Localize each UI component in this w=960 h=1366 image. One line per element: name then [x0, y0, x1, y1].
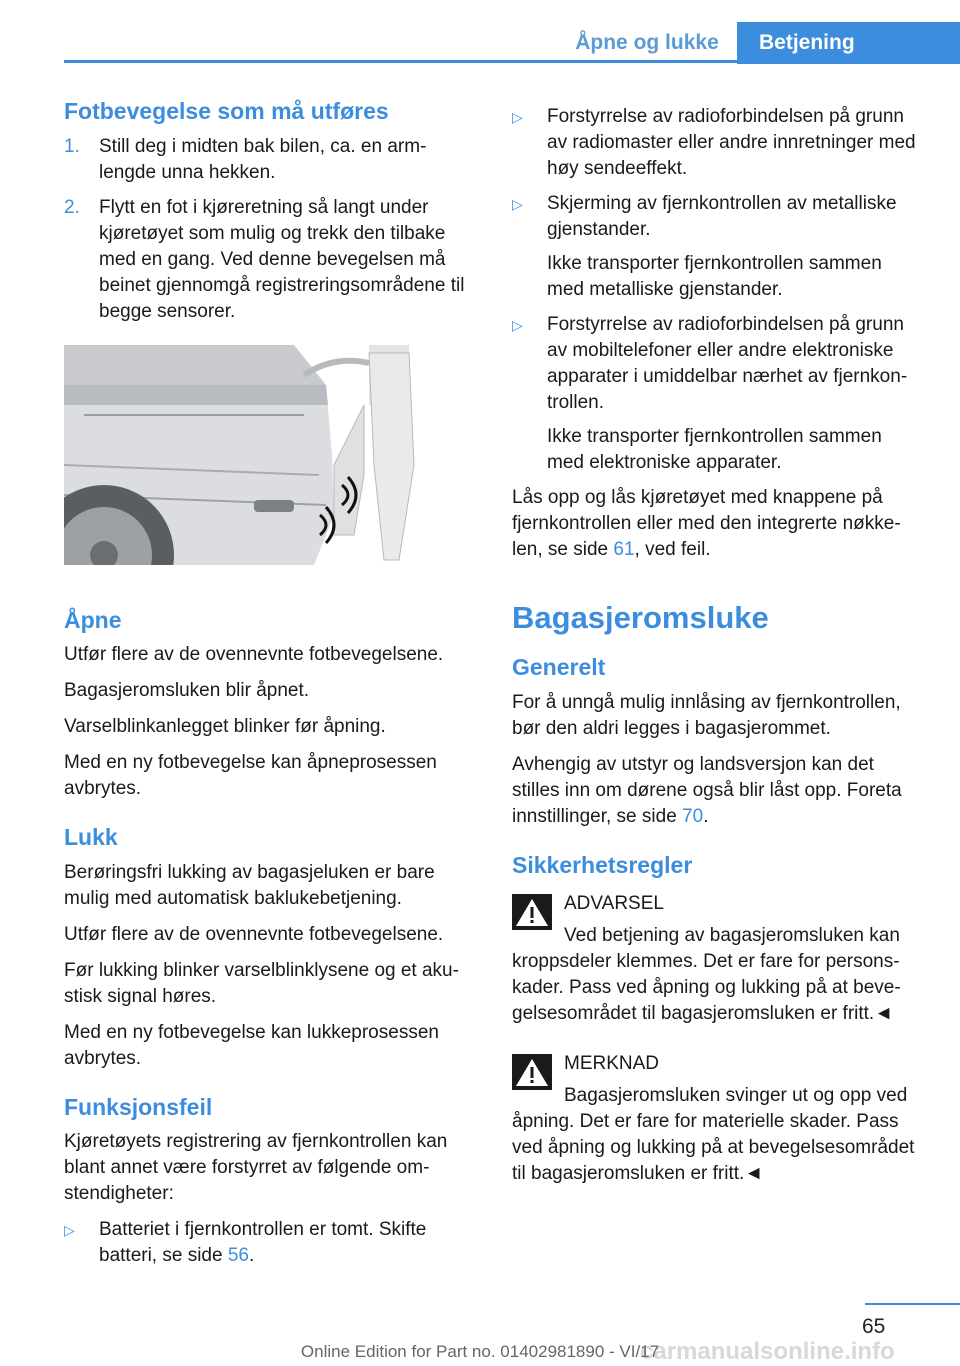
bullet-note: Ikke transporter fjernkontrollen sammen med elektroniske apparater. [547, 426, 882, 473]
fault-bullet [512, 312, 920, 476]
bullet-note: Ikke transporter fjernkontrollen sammen med metalliske gjenstander. [547, 253, 882, 300]
bullet-triangle-icon: ▷ [512, 317, 523, 333]
warning-first-line: Ved betjening av bagasjeromsluken kan [564, 925, 900, 947]
lock-end: , ved feil. [634, 539, 711, 560]
lock-paragraph [512, 485, 920, 563]
general-end: . [703, 805, 709, 827]
step-text: Flytt en fot i kjøreretning så langt under kjøretøyet som mulig og trekk den tilbake med en gang. Ved denne bevegelsen må beinet gjennomgå registreringsområdene til begge sensorer. [99, 196, 465, 322]
notice-label: MERKNAD [564, 1053, 660, 1075]
close-paragraph: Berøringsfri lukking av bagasjeluken er bare mulig med automatisk baklukebetjening. [64, 861, 435, 909]
warning-block [512, 891, 920, 1027]
bullet-text: Skjerming av fjernkontrollen av metalliske gjenstander. [547, 193, 897, 240]
page-link-61[interactable]: 61 [613, 539, 635, 560]
step-2 [64, 195, 472, 325]
close-heading: Lukk [64, 824, 118, 851]
bullet-triangle-icon: ▷ [512, 196, 523, 212]
bullet-text: Forstyrrelse av radioforbindelsen på grunn av radiomaster eller andre innretninger med høy sendeeffekt. [547, 106, 916, 179]
bullet-text: Batteriet i fjernkontrollen er tomt. Skifte batteri, se side [99, 1219, 427, 1267]
notice-triangle-icon [512, 1054, 552, 1090]
bullet-triangle-icon: ▷ [64, 1222, 75, 1239]
general-heading: Generelt [512, 654, 606, 681]
step-number: 1. [64, 135, 80, 157]
close-paragraph: Utfør flere av de ovennevnte fotbevegelsene. [64, 923, 444, 945]
warning-triangle-icon [512, 894, 552, 930]
fault-bullet [512, 191, 920, 303]
foot-gesture-illustration [64, 345, 416, 565]
page-header [0, 0, 960, 64]
page-link-70[interactable]: 70 [682, 805, 704, 827]
notice-block [512, 1051, 920, 1187]
bullet-text: Forstyrrelse av radioforbindelsen på grunn av mobiltelefoner eller andre elektroniske apparater i umiddelbar nærhet av fjernkontrollen. [547, 314, 908, 413]
step-text: Still deg i midten bak bilen, ca. en armlengde unna hekken. [99, 135, 427, 183]
fault-paragraph: Kjøretøyets registrering av fjernkontrollen kan blant annet være forstyrret av følgende omstendigheter: [64, 1131, 448, 1205]
close-paragraph: Før lukking blinker varselblinklysene og et akustisk signal høres. [64, 959, 459, 1007]
watermark: carmanualsonline.info [640, 1338, 895, 1365]
general-paragraph: For å unngå mulig innlåsing av fjernkontrollen, bør den aldri legges i bagasjerommet. [512, 691, 901, 739]
left-column [64, 98, 472, 1278]
warning-label: ADVARSEL [564, 893, 664, 915]
step-1 [64, 134, 472, 186]
edition-footer: Online Edition for Part no. 01402981890 - VI/17 [300, 1342, 660, 1361]
general-text: Avhengig av utstyr og landsversjon kan det stilles inn om dørene også blir låst opp. Foreta innstillinger, se side [512, 753, 902, 827]
footer-rule [865, 1303, 960, 1305]
header-rule [64, 60, 960, 63]
open-paragraph: Varselblinkanlegget blinker før åpning. [64, 716, 386, 738]
page-number: 65 [862, 1315, 886, 1338]
general-paragraph [512, 752, 920, 830]
page-link-56[interactable]: 56 [227, 1245, 249, 1267]
right-column [512, 104, 920, 1211]
header-section-title: Åpne og lukke [575, 31, 719, 54]
notice-text: åpning. Det er fare for materielle skader. Pass ved åpning og lukking på at bevegelsesområdet til bagasjeromsluken er fritt.◄ [512, 1111, 915, 1185]
fault-bullet [64, 1217, 472, 1269]
open-paragraph: Bagasjeromsluken blir åpnet. [64, 680, 310, 702]
header-chapter-tab: Betjening [737, 22, 960, 64]
step-number: 2. [64, 196, 80, 218]
fault-heading: Funksjonsfeil [64, 1093, 213, 1120]
bullet-end: . [248, 1245, 255, 1267]
open-heading: Åpne [64, 606, 122, 633]
car-rear-illustration [64, 345, 416, 565]
open-paragraph: Utfør flere av de ovennevnte fotbevegelsene. [64, 644, 444, 666]
lock-text: Lås opp og lås kjøretøyet med knappene på fjernkontrollen eller med den integrerte nøkkelen, se side [512, 487, 901, 560]
warning-text: kroppsdeler klemmes. Det er fare for personskader. Pass ved åpning og lukking på at bevegelsesområdet til bagasjeromsluken er fritt.◄ [512, 951, 901, 1025]
foot-motion-heading: Fotbevegelse som må utføres [64, 98, 389, 124]
close-paragraph: Med en ny fotbevegelse kan lukkeprosessen avbrytes. [64, 1021, 439, 1069]
open-paragraph: Med en ny fotbevegelse kan åpneprosessen avbrytes. [64, 752, 437, 800]
bullet-triangle-icon: ▷ [512, 109, 523, 125]
safety-heading: Sikkerhetsregler [512, 851, 693, 878]
fault-bullet [512, 104, 920, 182]
notice-first-line: Bagasjeromsluken svinger ut og opp ved [564, 1085, 908, 1107]
tailgate-heading: Bagasjeromsluke [512, 600, 769, 635]
